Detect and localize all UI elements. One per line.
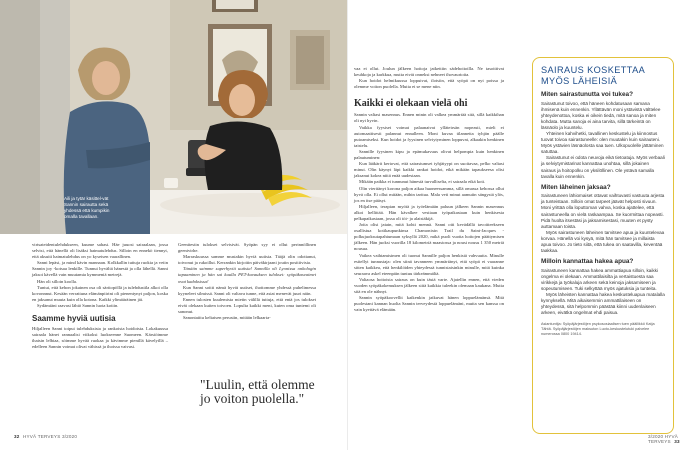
paragraph: Sanontaiitu keltaisen perustin, mitään lelkaarta-: [183, 315, 271, 321]
photo-illustration: [0, 0, 348, 234]
paragraph: Hiljalleen Sanni toipui tulehduksista ja rankoista hoidoista. Lokakuussa sairaala hänet rannaalisi viikoksi luokseenne Suomeen. Kärsiöimme ihaisin lelbiaa, söimme hyvää ruokaa ja kävimme pienillä kävelyillä – edelleen Sannin voimat olivat vähissä ja ihoissa vaivasi.: [32, 326, 168, 350]
folio-left: [14, 434, 77, 439]
paragraph: Valtaosa hoitoista sairaus on kuin tästä varte. Ajatellin ennen, että vieden vuoden syöpäkokemuksen jälkeen siitä kaikkia tuleekin olemaan kaukana. Mutta sitä en ole nähnyt.: [354, 276, 504, 295]
paragraph: Sannin valtasi masennus. Ennen mtnin oli valkea ymmärtää sitä, sillä kaikkihan oli nyt hyvin.: [354, 112, 504, 124]
paragraph: Sydämiäni raavasi lähtö Sannin luota kotiin.: [37, 302, 119, 308]
sidebar-paragraph: Sairastunut ei odota neuvoja eikä tietoatuja. Myös verbaali ja selviytymistarinat kannattaa unohtaa, sillä jokainen sairaus ja hoitopolku on yksilöllinen. Ole ystävä samalla tavalla kuin ennenkin.: [541, 155, 665, 179]
magazine-issue: HYVÄ TERVEYS 3/2020: [23, 434, 78, 439]
subheading: Kaikki ei olekaan vielä ohi: [354, 98, 468, 110]
page-number: 32: [14, 434, 20, 439]
sidebar-heading: Miten sairastunutta voi tukea?: [541, 91, 633, 98]
sidebar-paragraph: Yhteinen kahvihetki, tavallinen keskustelu ja kiinnostus tuovat toivoa sairastuneelle: olen muutakin kuin sairauteni. Myös ystävien läsnäolosta saa tuen. Ulkopuolelle jättäminen satuttaa.: [541, 130, 664, 155]
diary-quote: Tänään saimme superhyviä uutisia! Sannilla oli Lyonissa onkologin tapaaminen ja hän sai kuulla PET-kuvauksen tulokset: syöpäkasvaimet ovat kadoksissa!: [178, 266, 316, 284]
paragraph: Hän oli silloin koolla.: [37, 278, 78, 284]
paragraph: Vaikka fyysiset voimat palaanaivat ylläteirsän nopeasti, mieli ei automaattisesti palannut ennalleen. Moni kuvaa tilannetta tyhjän päälle putoamiseksi. Kun hoidot ja fyysinen selviytyminen loppuvat, alkaakin henkinen taistelu.: [354, 124, 504, 148]
paragraph: Kun lääkärit kertovat, että sairastumset tyhjätyypi on suoitavaa, pelko valtasi minut. Olin käynyt läpi kaikki rankat hoidot, eikä mikään tapaukseesa olisi jaksanut kokea niitä enää uudestaan.: [354, 161, 504, 179]
paragraph-italic: [178, 266, 316, 284]
text-column-1: [32, 242, 168, 350]
paragraph: Marraskuussa samme mustakin hyviä uutisia. Tääjä olin odottanut, toivonut ja rukoillut. Kerrankin kirjoitin päiväkirjaani joutin positiivisia.: [178, 254, 316, 266]
paragraph: Olin vieritänyt korona paljon aikaa huoneessamma, sillä omassa kehossa ollut hyvä olla. Ei ollut mitään, mihin tarttua. Mala veti minut aamuiin sängystä ylös, jos en itse pääsyt.: [354, 185, 504, 203]
paragraph: Vaikea vaihtamisimen oli tuonut Sannille paljon henkistä vahvuutta. Minulle esitellyt tunnustaja: olen siinä tavanneen ymmärtänyt, että syöpä ei vaaranne sitten kaikkea, että henkilöiden yhteydessä tunnistaisinkin minulle, mitä kuinka seuraava askel eteenpäin tuntuu tärkeämmältä.: [354, 252, 504, 276]
sidebar-heading: Milloin kannattaa hakea apua?: [541, 258, 634, 266]
paragraph: Sannin syöpäkoovellit kaikenkin jatkuvat hänen loppuelämänsä. Mitä puolestani kannan huolta Sannin terveydestä loppuelämäni, mutta sen kanssa on vain kyettävä elämään.: [354, 295, 504, 313]
photo-mother-daughter: [0, 0, 348, 234]
sidebar-paragraph: Myös läheisten kannattaa hakea keskusteluapua matalalla kynnyksellä. Mitä aikaisemmin ammattilaiseen on yhteydessä, sitä helpommin päästää kiinni uudenlaiseen arkeen, eivätkä ongelmat ehdi paisua.: [541, 292, 665, 316]
paragraph: Geenitestin tulokset selvisivät. Syöpän syy ei ollut perinnöllinen geenivirhe.: [178, 242, 316, 254]
paragraph: Mikään paikka ei tunnunut hänestä turvalliselta, ei sairaala eikä koti.: [359, 179, 486, 185]
sidebar-paragraph: Sairastunut toivoo, että häneen kohdatusaan samana ihmisenä kuin ennenkin. Yllättävän moni ystävistä vältteleе yhteydenottoa, koska ei oikein tiedä, mitä sanoa ja miten kohdata. Mutta sanoja ei aina tarvita, sillä tärkeintä on läsnäolo ja kuuntelu.: [541, 100, 661, 130]
sidebar-footnote: Asiantuntija: Syöpäjärjestöjen psykososiaalisen tuen päällikkö Katja Tähtä. Syöpäjärjestöjen maksuton Luoto-keskustelutuki palvelee numerossa 0800 19414.: [541, 322, 655, 337]
magazine-issue: 3/2020 HYVÄ TERVEYS: [648, 434, 679, 444]
paragraph: Hiljalleen, terapian myötä ja työelämään paluun jälkeen Sannin masennus alkoi hellittää. Hän kävalkee vestiaan työpaikastaan kuin henkisesta pelkapaikastaan, jossa oli töi- ja alaistäkijä.: [354, 203, 504, 221]
paragraph: Sanni lepäsi, ja mind kävin mannaan. Kolkkallin tuttuja ruokia ja veiin Sannin joy -kotsaa lenkille. Tunnui hyvältä hänestä ja olla lähellä. Sanni jaksoi kävellä vain muutamia kymmeniä metrejä.: [32, 260, 168, 278]
paragraph: virtsateidentulehdukseen, kuume sahasi. Häe juuosi sairaalaan, jossa selvisi, että hänellä oli lisäksi haimatulehdus. Silloin en ennekö tiennyt, että aksuiti haimatulehdus on yo kyseisen vaarallinen.: [32, 242, 168, 260]
sidebar-title: SAIRAUS KOSKETTAA MYÖS LÄHEISIÄ: [541, 65, 645, 86]
photo-caption: Aili ja tytär käsittel-vät Sannin sairautta sekä yhdessä että kumpikin omalla tavallaan.: [64, 196, 110, 219]
text-column-3: [354, 66, 504, 313]
paragraph: Joita olisi jatain, mitä kohti mennä. Sanni otti kevädällä tavoitteekseen osallistua kotikaupunkinsa Chamonixin Trail du Saint-Jacques -polkujuoksutapahtumaan syksyllä 2020, mikä puoli vuotta hoitojen päättymisen jälkeen. Hän juoksi vuorilla 18 kilometriä maastossa ja nousi nousu 1 350 metriä nousua.: [354, 222, 504, 252]
paragraph: Sannille fyysinen kipu ja epämukavuus olivat helpompia kuin henkinen palautuminen:: [354, 148, 504, 161]
text-column-2: [178, 242, 316, 321]
paragraph: vaa ei ollut. Joulun jälkeen hoitoja jatkettiin sädehoitoilla. Ne tasoittivat keuhkoja ja karkkua, mutta eivät onneksi nehneet ihovaurioita.: [354, 66, 504, 78]
folio-right: [648, 434, 696, 444]
subheading: Saamme hyviä uutisia: [32, 314, 116, 324]
pull-quote: "Luulin, että olemme jo voiton puolella.": [200, 377, 315, 406]
info-sidebar-box: [532, 57, 674, 434]
paragraph: Tuntui, että kehon jokainen osa oli särtiopöllä ja tulehdustila alkoi olla kovonnnut. Kesään verrattuna elämänpiirini oli pienentynyt paljon, koska en jaksanut muuta kuin olla kotona. Kaikki ylimääräinen jäi.: [32, 284, 168, 302]
paragraph: Kun hoidot helmikuussa loppuivat, ilotsiin, että syöpä on nyt poissa ja olemme voiton puolella. Mutta ei se mene niin.: [354, 78, 504, 90]
sidebar-paragraph: Sairastuneen lähiomaiset ottavat vaihtuvasti vastuuta arjesta ja tunteistaan. Silloin omat tarpeet jäävät helposti sivuun. Moni yrittää olla loputtoman vahva, koska ajattelee, että sairastuneella on vielä raskaampaa. Se kuormittaa nopeasti. Pidä huolta itsestäsi ja jaksamisestasi, muuten et pysty auttamaan toista.: [541, 193, 665, 229]
page-number: 33: [674, 439, 680, 444]
paragraph: Kun Sanni soitti nämä hyvät uutiset, ihottomme yhdessä puhelimessa kyyneleet silmissä. Sanni oli valtava tunne, että asiat menevät juuri näin.: [178, 284, 316, 296]
paragraph: Ennen tulosten kuulemista mietin välillä tuttuja, että entä jos tulokset eivät olekaan kuiten toivoen. Lopulta kaikki meni, kuten oma tuntemi oli sanonut.: [178, 296, 316, 315]
sidebar-paragraph: Sairastuneen kannattaa hakea ammattiapua silloin, kaikki ongelma ei olekaan. Ammattilaisilta ja vertaistuesta saa virikkejä ja työkaluja arkeen sekä keinoja jaksamiseen ja sopeutumiseen. Tuki selkyttää myös ajatuksia ja tunteita.: [541, 267, 658, 291]
sidebar-heading: Miten läheinen jaksaa?: [541, 183, 611, 191]
sidebar-paragraph: Myös sairastuneen läheinen tarvitsee apua ja kuuntelevaa korvaa. Hänellä voi kysyä, mitä hän tarvitsee ja millaista apua toivoo. Jo tieto siitä, että tukea on saatavilla, keventää taakkaa.: [541, 229, 665, 254]
